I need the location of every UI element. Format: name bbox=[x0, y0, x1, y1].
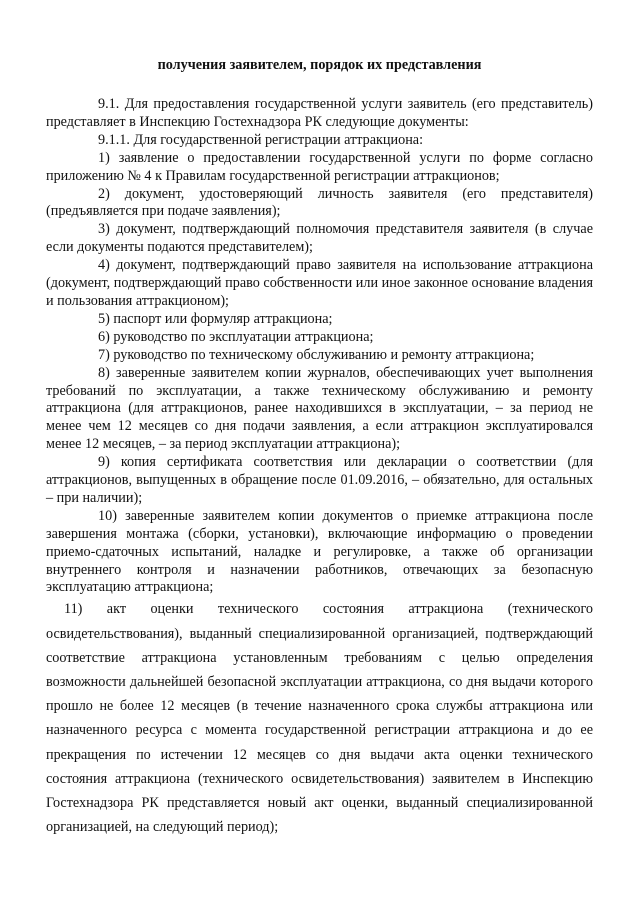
paragraph-9-1: 9.1. Для предоставления государственной услуги заявитель (его представитель) представляет в Инспекцию Гостехнадзора РК следующие документы: bbox=[46, 96, 593, 130]
list-item-4: 4) документ, подтверждающий право заявителя на использование аттракциона (документ, подтверждающий право собственности или иное законное основание владения и пользования аттракционом); bbox=[46, 257, 593, 309]
list-item-11: 11) акт оценки технического состояния аттракциона (технического освидетельствования), выданный специализированной организацией, подтверждающий соответствие аттракциона установленным требованиям с целью определения возможности дальнейшей безопасной эксплуатации аттракциона, со дня выдачи которого прошло не более 12 месяцев (в течение назначенного срока службы аттракциона или назначенного ресурса с момента государственной регистрации аттракциона и до ее прекращения по истечении 12 месяцев со дня выдачи акта оценки технического состояния аттракциона (технического освидетельствования) заявителем в Инспекцию Гостехнадзора РК представляется новый акт оценки, выданный специализированной организацией, на следующий период); bbox=[46, 601, 593, 836]
list-item-9: 9) копия сертификата соответствия или декларации о соответствии (для аттракционов, выпущенных в обращение после 01.09.2016, – обязательно, для остальных – при наличии); bbox=[46, 454, 593, 506]
list-item-5: 5) паспорт или формуляр аттракциона; bbox=[98, 310, 333, 327]
list-item-2: 2) документ, удостоверяющий личность заявителя (его представителя) (предъявляется при подаче заявления); bbox=[46, 185, 593, 220]
list-item-7: 7) руководство по техническому обслуживанию и ремонту аттракциона; bbox=[98, 346, 535, 363]
list-item-1: 1) заявление о предоставлении государственной услуги по форме согласно приложению № 4 к Правилам государственной регистрации аттракционов; bbox=[46, 149, 593, 184]
paragraph-9-1-1: 9.1.1. Для государственной регистрации аттракциона: bbox=[98, 131, 424, 148]
list-item-10: 10) заверенные заявителем копии документов о приемке аттракциона после завершения монтажа (сборки, установки), включающие информацию о проведении приемо-сдаточных испытаний, наладке и регулировке, а также об организации внутреннего контроля и назначении работников, отвечающих за безопасную эксплуатацию аттракциона; bbox=[46, 507, 593, 596]
list-item-3: 3) документ, подтверждающий полномочия представителя заявителя (в случае если документы подаются представителем); bbox=[46, 221, 593, 256]
list-item-8: 8) заверенные заявителем копии журналов, обеспечивающих учет выполнения требований по эксплуатации, а также техническому обслуживанию и ремонту аттракциона (для аттракционов, ранее находившихся в эксплуатации, – за период не менее чем 12 месяцев со дня подачи заявления, а если аттракцион эксплуатировался менее 12 месяцев, – за период эксплуатации аттракциона); bbox=[46, 364, 593, 453]
section-title: получения заявителем, порядок их представления bbox=[157, 57, 482, 73]
list-item-6: 6) руководство по эксплуатации аттракциона; bbox=[98, 328, 374, 345]
